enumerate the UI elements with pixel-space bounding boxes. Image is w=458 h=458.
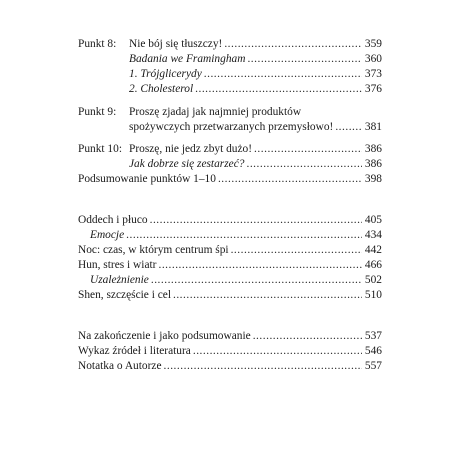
toc-entry-title: Wykaz źródeł i literatura (78, 345, 191, 357)
toc-leader-dots (218, 172, 362, 186)
toc-entry-page: 434 (364, 229, 382, 241)
toc-entry (78, 82, 382, 96)
toc-leader-dots (247, 52, 361, 66)
toc-entry (78, 52, 382, 66)
toc-entry (78, 273, 382, 287)
toc-entry-title: Shen, szczęście i cel (78, 289, 171, 301)
toc-entry-title: Oddech i płuco (78, 214, 148, 226)
toc-leader-dots (335, 120, 362, 134)
toc-entry-page: 386 (364, 158, 382, 170)
toc-entry-continuation (78, 120, 382, 134)
toc-entry (78, 67, 382, 81)
toc-leader-dots (246, 157, 361, 171)
toc-entry-page: 546 (364, 345, 382, 357)
toc-entry-title: Na zakończenie i jako podsumowanie (78, 330, 251, 342)
toc-entry-page: 502 (364, 274, 382, 286)
toc-entry-title: Badania we Framingham (129, 53, 246, 65)
toc-entry-page: 405 (364, 214, 382, 226)
toc-entry-title: Proszę, nie jedz zbyt dużo! (129, 143, 253, 155)
toc-entry-title: 2. Cholesterol (129, 83, 194, 95)
toc-leader-dots (158, 258, 361, 272)
toc-leader-dots (173, 288, 362, 302)
toc-entry-page: 381 (364, 121, 382, 133)
toc-entry-title-cont: spożywczych przetwarzanych przemysłowo! (129, 121, 334, 133)
toc-entry-page: 442 (364, 244, 382, 256)
toc-entry (78, 288, 382, 302)
toc-leader-dots (151, 273, 362, 287)
toc-leader-dots (204, 67, 362, 81)
toc-entry-title: Notatka o Autorze (78, 360, 162, 372)
toc-entry-page: 557 (364, 360, 382, 372)
toc-entry-page: 398 (364, 173, 382, 185)
toc-entry (78, 258, 382, 272)
toc-entry (78, 243, 382, 257)
toc-entry-page: 466 (364, 259, 382, 271)
toc-entry-page: 373 (364, 68, 382, 80)
toc-entry-title: Nie bój się tłuszczy! (129, 38, 223, 50)
toc-leader-dots (126, 228, 362, 242)
toc-leader-dots (150, 213, 362, 227)
toc-leader-dots (195, 82, 362, 96)
toc-entry-label: Punkt 8: (78, 38, 117, 50)
toc-entry-page: 510 (364, 289, 382, 301)
toc-entry (78, 359, 382, 373)
toc-entry (78, 329, 382, 343)
toc-entry-page: 359 (364, 38, 382, 50)
toc-entry-title: Hun, stres i wiatr (78, 259, 157, 271)
toc-entry-title: Emocje (90, 229, 125, 241)
toc-entry-title: Podsumowanie punktów 1–10 (78, 173, 216, 185)
toc-entry (78, 105, 382, 119)
toc-entry-page: 386 (364, 143, 382, 155)
toc-entry (78, 157, 382, 171)
toc-entry-label: Punkt 10: (78, 143, 122, 155)
toc-entry (78, 213, 382, 227)
toc-entry-title: 1. Trójglicerydy (129, 68, 202, 80)
toc-entry-title: Noc: czas, w którym centrum śpi (78, 244, 229, 256)
toc-entry-label: Punkt 9: (78, 106, 117, 118)
toc-leader-dots (224, 37, 362, 51)
toc-entry-page: 537 (364, 330, 382, 342)
toc-entry (78, 37, 382, 51)
toc-leader-dots (231, 243, 362, 257)
toc-leader-dots (254, 142, 362, 156)
toc-leader-dots (164, 359, 362, 373)
toc-entry-title: Jak dobrze się zestarzeć? (129, 158, 245, 170)
toc-leader-dots (193, 344, 362, 358)
toc-entry (78, 344, 382, 358)
toc-leader-dots (253, 329, 362, 343)
toc-entry-title: Proszę zjadaj jak najmniej produktów (129, 106, 302, 118)
toc-entry (78, 228, 382, 242)
toc-entry-page: 376 (364, 83, 382, 95)
toc-entry-title: Uzależnienie (90, 274, 149, 286)
toc-entry-page: 360 (364, 53, 382, 65)
toc-entry (78, 142, 382, 156)
toc-entry (78, 172, 382, 186)
